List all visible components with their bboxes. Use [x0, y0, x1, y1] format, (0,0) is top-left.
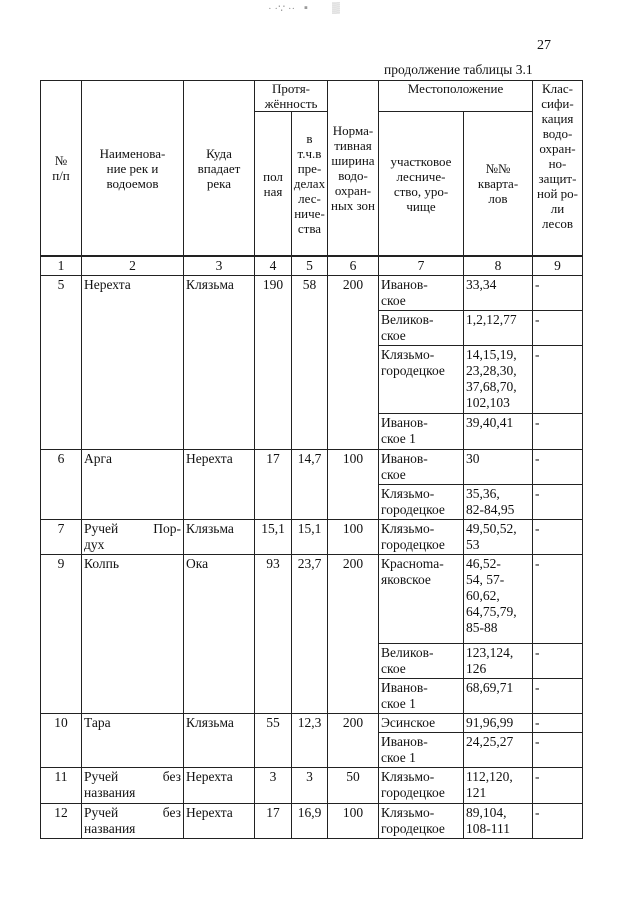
header-length-forest: в т.ч.в пре- делах лес- ниче- ства: [292, 112, 328, 256]
forestry-name: Иванов- ское: [379, 450, 464, 485]
column-number: 8: [464, 257, 533, 276]
zone-width: 50: [328, 768, 379, 804]
flows-into: Ока: [184, 555, 255, 714]
zone-width: 200: [328, 555, 379, 714]
river-number: 5: [41, 276, 82, 450]
length-forest: 3: [292, 768, 328, 804]
classification: -: [533, 555, 583, 644]
river-name: Колпь: [82, 555, 184, 714]
length-forest: 12,3: [292, 714, 328, 768]
forestry-name: Красноma- яковское: [379, 555, 464, 644]
river-table: [40, 256, 583, 839]
length-full: 93: [255, 555, 292, 714]
river-number: 10: [41, 714, 82, 768]
river-number: 7: [41, 520, 82, 555]
table-header: [40, 80, 583, 256]
quarter-numbers: 35,36, 82-84,95: [464, 485, 533, 520]
table-row: [41, 804, 583, 839]
flows-into: Клязьма: [184, 276, 255, 450]
river-name: Ручей Пор- дух: [82, 520, 184, 555]
flows-into: Нерехта: [184, 768, 255, 804]
quarter-numbers: 89,104, 108-111: [464, 804, 533, 839]
length-full: 17: [255, 450, 292, 520]
forestry-name: Великов- ское: [379, 644, 464, 679]
flows-into: Клязьма: [184, 520, 255, 555]
classification: -: [533, 311, 583, 346]
river-number: 11: [41, 768, 82, 804]
river-name: Ручей без названия: [82, 768, 184, 804]
forestry-name: Иванов- ское: [379, 276, 464, 311]
classification: -: [533, 644, 583, 679]
column-number-row: [41, 257, 583, 276]
scan-mark-square: ▪: [304, 2, 308, 14]
table-row: [41, 768, 583, 804]
length-forest: 23,7: [292, 555, 328, 714]
flows-into: Нерехта: [184, 804, 255, 839]
column-number: 4: [255, 257, 292, 276]
classification: -: [533, 414, 583, 450]
river-name: Арга: [82, 450, 184, 520]
header-zone-width: Норма- тивная ширина водо- охран- ных зон: [328, 81, 379, 256]
column-number: 3: [184, 257, 255, 276]
column-number: 7: [379, 257, 464, 276]
river-number: 9: [41, 555, 82, 714]
river-name: Ручей без названия: [82, 804, 184, 839]
header-forestry: участковое лесниче- ство, уро- чище: [379, 112, 464, 256]
column-number: 6: [328, 257, 379, 276]
quarter-numbers: 49,50,52, 53: [464, 520, 533, 555]
forestry-name: Иванов- ское 1: [379, 414, 464, 450]
quarter-numbers: 91,96,99: [464, 714, 533, 733]
forestry-name: Великов- ское: [379, 311, 464, 346]
quarter-numbers: 24,25,27: [464, 733, 533, 768]
quarter-numbers: 123,124, 126: [464, 644, 533, 679]
classification: -: [533, 276, 583, 311]
forestry-name: Клязьмо- городецкое: [379, 804, 464, 839]
page-number: 27: [537, 38, 551, 53]
quarter-numbers: 39,40,41: [464, 414, 533, 450]
column-number: 9: [533, 257, 583, 276]
forestry-name: Иванов- ское 1: [379, 679, 464, 714]
forestry-name: Клязьмо- городецкое: [379, 520, 464, 555]
classification: -: [533, 346, 583, 414]
river-number: 6: [41, 450, 82, 520]
quarter-numbers: 14,15,19, 23,28,30, 37,68,70, 102,103: [464, 346, 533, 414]
flows-into: Нерехта: [184, 450, 255, 520]
quarter-numbers: 30: [464, 450, 533, 485]
header-number: № п/п: [41, 81, 82, 256]
forestry-name: Иванов- ское 1: [379, 733, 464, 768]
classification: -: [533, 804, 583, 839]
length-forest: 58: [292, 276, 328, 450]
classification: -: [533, 520, 583, 555]
quarter-numbers: 33,34: [464, 276, 533, 311]
forestry-name: Клязьмо- городецкое: [379, 768, 464, 804]
quarter-numbers: 46,52- 54, 57- 60,62, 64,75,79, 85-88: [464, 555, 533, 644]
table-row: [41, 555, 583, 644]
river-number: 12: [41, 804, 82, 839]
forestry-name: Эсинское: [379, 714, 464, 733]
length-full: 190: [255, 276, 292, 450]
length-full: 3: [255, 768, 292, 804]
classification: -: [533, 733, 583, 768]
table-row: [41, 714, 583, 733]
classification: -: [533, 714, 583, 733]
classification: -: [533, 768, 583, 804]
column-number: 1: [41, 257, 82, 276]
header-river-name: Наименова- ние рек и водоемов: [82, 81, 184, 256]
scan-mark-stamp: ▒: [332, 2, 340, 14]
classification: -: [533, 679, 583, 714]
column-number: 2: [82, 257, 184, 276]
river-name: Нерехта: [82, 276, 184, 450]
scan-mark-dots: · ·∵ ··: [268, 3, 296, 15]
column-number: 5: [292, 257, 328, 276]
header-flows-into: Куда впадает река: [184, 81, 255, 256]
length-full: 17: [255, 804, 292, 839]
classification: -: [533, 450, 583, 485]
zone-width: 200: [328, 276, 379, 450]
header-length-full: пол ная: [255, 112, 292, 256]
river-name: Тара: [82, 714, 184, 768]
table-row: [41, 520, 583, 555]
length-full: 55: [255, 714, 292, 768]
zone-width: 100: [328, 520, 379, 555]
flows-into: Клязьма: [184, 714, 255, 768]
classification: -: [533, 485, 583, 520]
quarter-numbers: 1,2,12,77: [464, 311, 533, 346]
header-classification: Клас- сифи- кация водо- охран- но- защит- ной ро- ли лесов: [533, 81, 583, 256]
quarter-numbers: 68,69,71: [464, 679, 533, 714]
zone-width: 100: [328, 804, 379, 839]
header-quarters: №№ кварта- лов: [464, 112, 533, 256]
table-row: [41, 276, 583, 311]
table-caption: продолжение таблицы 3.1: [384, 62, 533, 77]
header-length: Протя- жённость: [255, 81, 328, 112]
length-forest: 15,1: [292, 520, 328, 555]
forestry-name: Клязьмо- городецкое: [379, 346, 464, 414]
length-forest: 16,9: [292, 804, 328, 839]
length-full: 15,1: [255, 520, 292, 555]
zone-width: 200: [328, 714, 379, 768]
table-row: [41, 450, 583, 485]
zone-width: 100: [328, 450, 379, 520]
header-location: Местоположение: [379, 81, 533, 112]
quarter-numbers: 112,120, 121: [464, 768, 533, 804]
length-forest: 14,7: [292, 450, 328, 520]
forestry-name: Клязьмо- городецкое: [379, 485, 464, 520]
